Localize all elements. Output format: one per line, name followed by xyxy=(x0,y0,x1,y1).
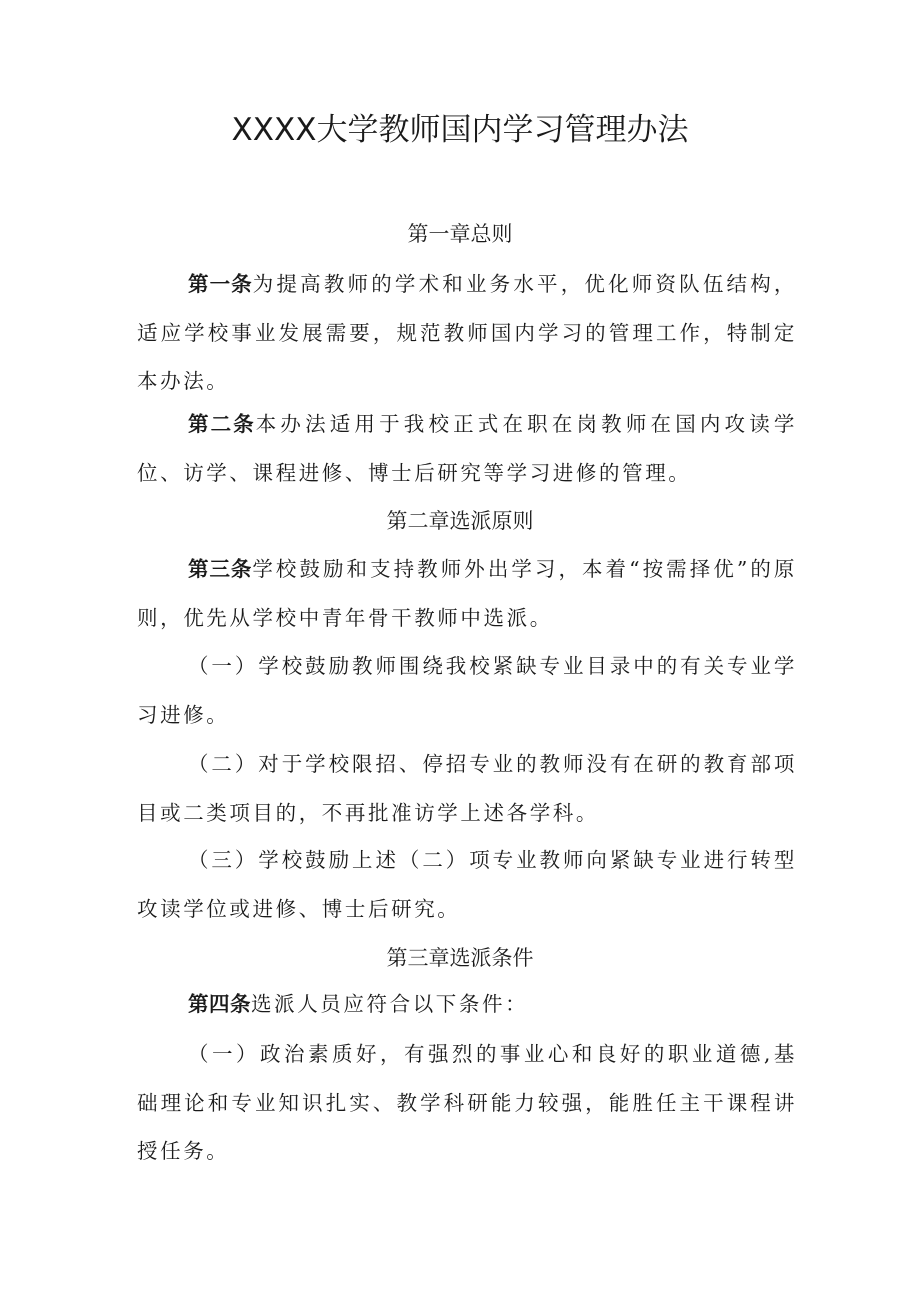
clause-paragraph xyxy=(137,642,797,739)
chapter-heading-3: 第三章选派条件 xyxy=(386,946,534,970)
article-label: 第四条 xyxy=(188,992,251,1016)
article-label: 第一条 xyxy=(188,272,253,296)
article-label: 第三条 xyxy=(188,557,253,581)
article-paragraph xyxy=(137,545,797,642)
clause-paragraph xyxy=(137,1030,797,1176)
clause-paragraph xyxy=(137,740,797,837)
clause-text: （一）政治素质好，有强烈的事业心和良好的职业道德,基础理论和专业知识扎实、教学科研能力较强，能胜任主干课程讲授任务。 xyxy=(137,1042,797,1163)
article-text: 学校鼓励和支持教师外出学习，本着“按需择优”的原则，优先从学校中青年骨干教师中选派。 xyxy=(137,557,798,630)
article-text: 本办法适用于我校正式在职在岗教师在国内攻读学位、访学、课程进修、博士后研究等学习进修的管理。 xyxy=(137,412,798,485)
clause-paragraph xyxy=(137,836,797,933)
article-paragraph xyxy=(137,400,797,497)
article-paragraph xyxy=(137,260,797,406)
article-paragraph xyxy=(137,980,797,1029)
document-title: XXXX大学教师国内学习管理办法 xyxy=(231,112,689,148)
chapter-heading-1: 第一章总则 xyxy=(407,222,513,246)
clause-text: （二）对于学校限招、停招专业的教师没有在研的教育部项目或二类项目的，不再批准访学上述各学科。 xyxy=(137,752,797,825)
article-text: 为提高教师的学术和业务水平，优化师资队伍结构，适应学校事业发展需要，规范教师国内学习的管理工作，特制定本办法。 xyxy=(137,272,797,393)
chapter-heading-2: 第二章选派原则 xyxy=(386,509,534,533)
clause-text: （一）学校鼓励教师围绕我校紧缺专业目录中的有关专业学习进修。 xyxy=(137,654,797,727)
clause-text: （三）学校鼓励上述（二）项专业教师向紧缺专业进行转型攻读学位或进修、博士后研究。 xyxy=(137,848,797,921)
article-label: 第二条 xyxy=(188,412,256,436)
article-text: 选派人员应符合以下条件： xyxy=(251,992,529,1016)
